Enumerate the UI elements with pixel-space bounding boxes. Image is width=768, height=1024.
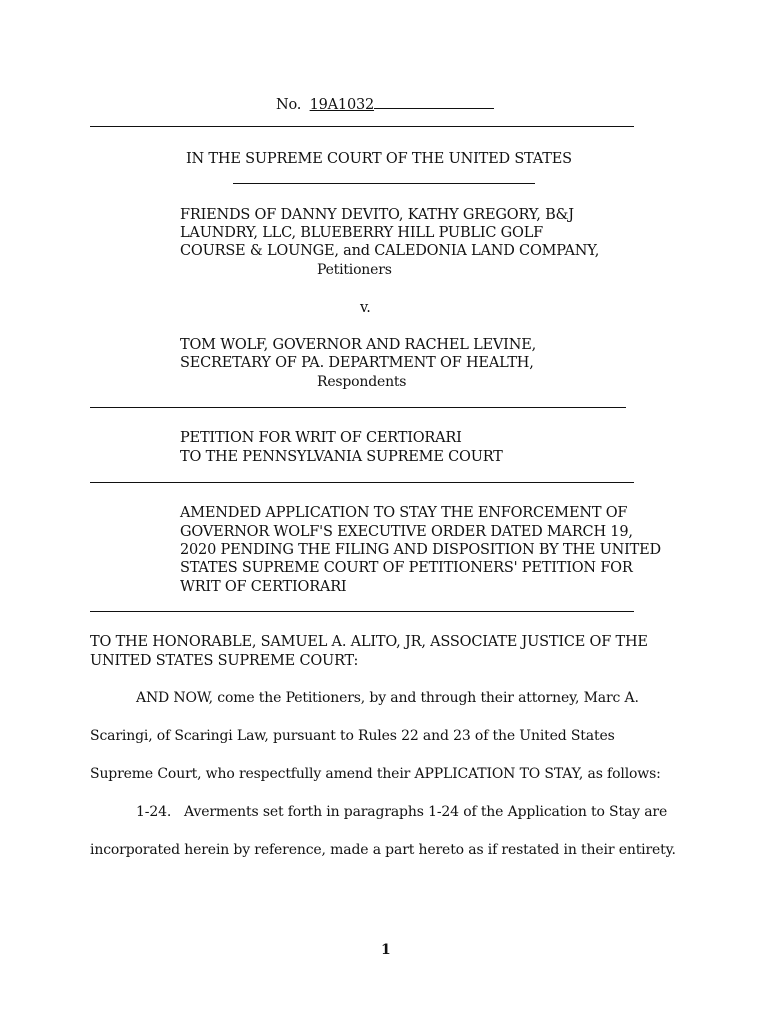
versus: v. [360,300,371,316]
application-title-line: 2020 PENDING THE FILING AND DISPOSITION BY THE UNITED [180,542,661,558]
docket-number-value: 19A1032 [309,97,375,113]
divider [90,126,634,127]
divider [90,611,634,612]
body-line: Supreme Court, who respectfully amend their APPLICATION TO STAY, as follows: [90,766,661,782]
divider [90,407,626,408]
docket-prefix: No. [276,97,302,113]
salutation-line: TO THE HONORABLE, SAMUEL A. ALITO, JR, ASSOCIATE JUSTICE OF THE [90,634,648,650]
application-title-line: AMENDED APPLICATION TO STAY THE ENFORCEMENT OF [180,505,628,521]
body-line: incorporated herein by reference, made a part hereto as if restated in their entirety. [90,842,676,858]
petition-title-line: PETITION FOR WRIT OF CERTIORARI [180,430,462,446]
docket-number [276,94,494,113]
court-heading: IN THE SUPREME COURT OF THE UNITED STATES [186,151,572,167]
page-number: 1 [381,942,391,958]
petitioner-line: LAUNDRY, LLC, BLUEBERRY HILL PUBLIC GOLF [180,225,544,241]
body-line: 1-24. Averments set forth in paragraphs 1-24 of the Application to Stay are [136,804,668,820]
application-title-line: STATES SUPREME COURT OF PETITIONERS' PETITION FOR [180,560,633,576]
divider [233,183,535,184]
salutation-line: UNITED STATES SUPREME COURT: [90,653,359,669]
application-title-line: GOVERNOR WOLF'S EXECUTIVE ORDER DATED MARCH 19, [180,524,633,540]
respondent-line: SECRETARY OF PA. DEPARTMENT OF HEALTH, [180,355,534,371]
body-line: AND NOW, come the Petitioners, by and through their attorney, Marc A. [136,690,639,706]
body-line: Scaringi, of Scaringi Law, pursuant to Rules 22 and 23 of the United States [90,728,615,744]
application-title-line: WRIT OF CERTIORARI [180,579,347,595]
divider [90,482,634,483]
respondent-line: TOM WOLF, GOVERNOR AND RACHEL LEVINE, [180,337,536,353]
petition-title-line: TO THE PENNSYLVANIA SUPREME COURT [180,449,503,465]
petitioner-line: COURSE & LOUNGE, and CALEDONIA LAND COMPANY, [180,243,600,259]
respondents-role: Respondents [317,374,407,390]
petitioner-line: FRIENDS OF DANNY DEVITO, KATHY GREGORY, B&J [180,207,574,223]
docket-underline [374,94,494,109]
petitioners-role: Petitioners [317,262,392,278]
